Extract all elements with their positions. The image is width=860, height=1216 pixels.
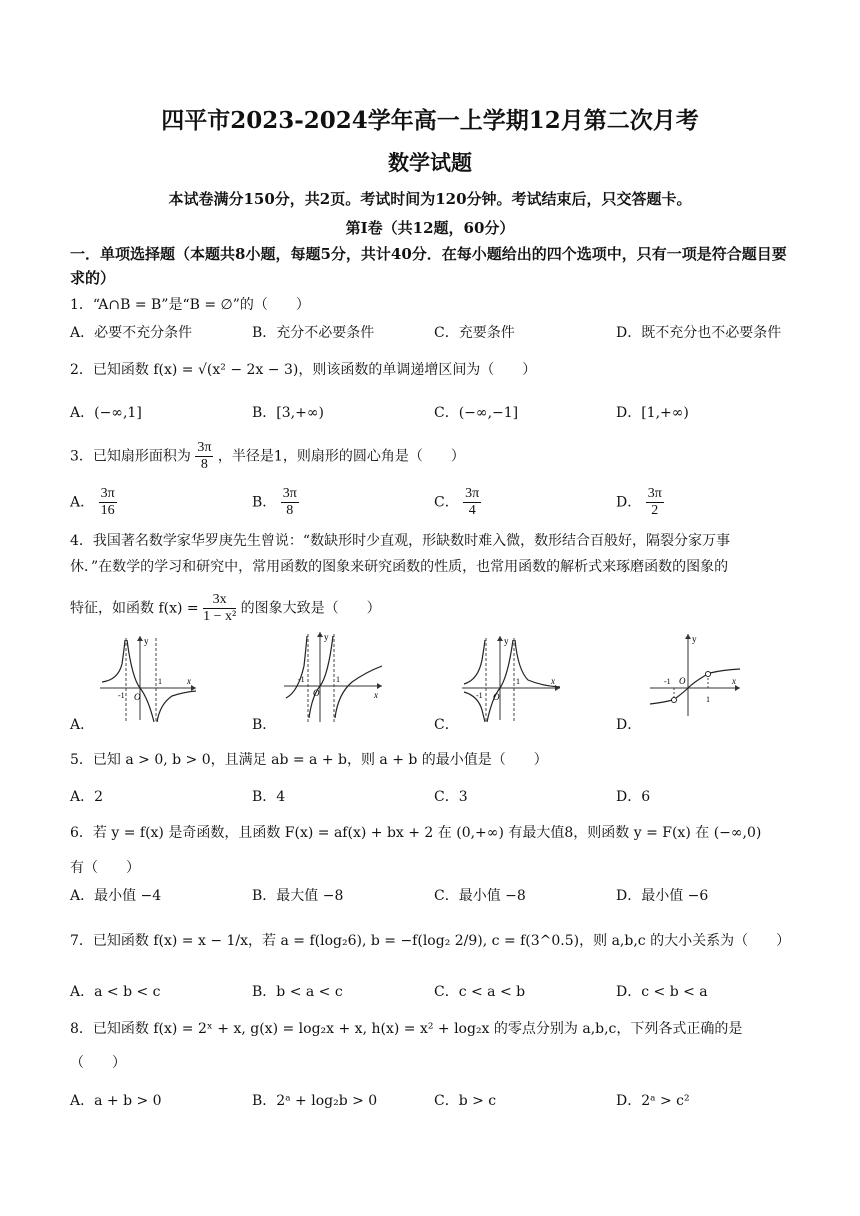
question-3-stem-start: 3．已知扇形面积为 <box>70 448 191 465</box>
section-heading: 一．单项选择题（本题共8小题，每题5分，共计40分．在每小题给出的四个选项中，只有一项是符合题目要求的） <box>70 245 787 287</box>
graph-d-neg1: -1 <box>664 677 671 686</box>
graph-b-pos1: 1 <box>336 675 340 684</box>
question-3-fraction <box>195 440 213 473</box>
graph-a-y-label: y <box>144 636 149 646</box>
question-6-option-a: A．最小值 −4 <box>70 888 162 904</box>
exam-subtitle: 数学试题 <box>388 150 472 175</box>
graph-c-neg1: -1 <box>476 691 483 700</box>
exam-note: 本试卷满分150分，共2页。考试时间为120分钟。考试结束后，只交答题卡。 <box>168 190 692 208</box>
option-letter: D． <box>616 494 642 511</box>
question-3-option-b <box>252 486 299 519</box>
frac-den: 4 <box>468 503 476 518</box>
question-6-stem-line2: 有（ ） <box>70 860 140 876</box>
frac-num: 3π <box>100 486 115 501</box>
graph-d-pos1: 1 <box>706 695 710 704</box>
question-3-option-a <box>70 486 117 519</box>
graph-b-neg1: -1 <box>298 675 305 684</box>
graph-a-origin: O <box>134 692 141 702</box>
exam-title: 四平市2023-2024学年高一上学期12月第二次月考 <box>161 107 699 134</box>
question-3-stem-end: ，半径是1，则扇形的圆心角是（ ） <box>217 448 465 465</box>
graph-c-pos1: 1 <box>516 677 520 686</box>
question-1-stem: 1．“A∩B = B”是“B = ∅”的（ ） <box>70 297 310 313</box>
question-7-stem: 7．已知函数 f(x) = x − 1/x，若 a = f(log₂6), b = −f(log₂ 2/9), c = f(3^0.5)，则 a,b,c 的大小关系为（ ） <box>70 933 791 949</box>
question-1-option-c: C．充要条件 <box>434 325 515 341</box>
graph-d-x-label: x <box>732 676 736 686</box>
question-4-stem-line3 <box>70 592 800 625</box>
question-8-option-a: A．a + b > 0 <box>70 1093 162 1109</box>
question-5-option-d: D．6 <box>616 789 651 805</box>
question-5-stem: 5．已知 a > 0, b > 0，且满足 ab = a + b，则 a + b 的最小值是（ ） <box>70 752 548 768</box>
question-7-option-a: A．a < b < c <box>70 984 161 1000</box>
question-3-option-c <box>434 486 481 519</box>
graph-c-origin: O <box>493 692 500 702</box>
graph-a-neg1: -1 <box>118 691 125 700</box>
question-4-stem-start: 特征，如函数 f(x) = <box>70 600 199 617</box>
graph-b-origin: O <box>313 688 320 698</box>
question-4-graph-d <box>646 630 746 720</box>
graph-a-pos1: 1 <box>158 677 162 686</box>
option-fraction <box>281 486 299 519</box>
question-1-option-b: B．充分不必要条件 <box>252 325 375 341</box>
question-6-option-d: D．最小值 −6 <box>616 888 709 904</box>
frac-den: 8 <box>286 503 294 518</box>
question-7-option-d: D．c < b < a <box>616 984 708 1000</box>
option-fraction <box>463 486 481 519</box>
graph-b-y-label: y <box>324 632 329 642</box>
option-letter: A． <box>70 494 95 511</box>
question-2-option-c: C．(−∞,−1] <box>434 405 519 421</box>
question-6-stem-line1: 6．若 y = f(x) 是奇函数，且函数 F(x) = af(x) + bx + 2 在 (0,+∞) 有最大值8，则函数 y = F(x) 在 (−∞,0) <box>70 825 762 841</box>
question-4-frac-den: 1 − x² <box>203 609 237 624</box>
graph-d-origin: O <box>679 676 686 686</box>
question-5-option-c: C．3 <box>434 789 468 805</box>
question-1-option-d: D．既不充分也不必要条件 <box>616 325 782 341</box>
frac-den: 16 <box>100 503 115 518</box>
option-letter: B． <box>252 494 277 511</box>
question-4-stem-end: 的图象大致是（ ） <box>240 600 381 617</box>
question-4-graph-a <box>92 630 202 726</box>
graph-c-x-label: x <box>551 676 555 686</box>
question-6-option-b: B．最大值 −8 <box>252 888 344 904</box>
question-4-fraction <box>203 592 236 625</box>
question-8-stem-line1: 8．已知函数 f(x) = 2ˣ + x, g(x) = log₂x + x, h(x) = x² + log₂x 的零点分别为 a,b,c，下列各式正确的是 <box>70 1021 743 1037</box>
volume-heading: 第Ⅰ卷（共12题，60分） <box>345 219 515 237</box>
question-5-option-a: A．2 <box>70 789 104 805</box>
frac-num: 3π <box>465 486 480 501</box>
question-4-frac-num: 3x <box>203 592 236 609</box>
question-2-option-b: B．[3,+∞) <box>252 405 324 421</box>
question-4-graph-c <box>456 630 566 726</box>
option-fraction <box>99 486 117 519</box>
frac-num: 3π <box>647 486 662 501</box>
question-1-option-a: A．必要不充分条件 <box>70 325 193 341</box>
question-8-option-b: B．2ᵃ + log₂b > 0 <box>252 1093 378 1109</box>
question-6-option-c: C．最小值 −8 <box>434 888 526 904</box>
graph-d-y-label: y <box>692 634 697 644</box>
graph-c-y-label: y <box>504 636 509 646</box>
question-3-frac-num: 3π <box>197 440 212 455</box>
frac-den: 2 <box>651 503 659 518</box>
question-2-option-d: D．[1,+∞) <box>616 405 689 421</box>
graph-b-x-label: x <box>374 690 378 700</box>
question-3-stem <box>70 440 800 473</box>
question-8-stem-line2: （ ） <box>70 1055 126 1071</box>
question-4-stem-line1: 4．我国著名数学家华罗庚先生曾说：“数缺形时少直观，形缺数时难入微，数形结合百般好，隔裂分家万事 <box>70 533 731 549</box>
question-4-option-b: B． <box>252 717 277 733</box>
question-4-graph-b <box>278 626 388 726</box>
frac-num: 3π <box>282 486 297 501</box>
graph-a-x-label: x <box>187 676 191 686</box>
option-fraction <box>646 486 664 519</box>
question-4-option-d: D． <box>616 717 642 733</box>
question-7-option-b: B．b < a < c <box>252 984 343 1000</box>
question-7-option-c: C．c < a < b <box>434 984 526 1000</box>
question-4-option-c: C． <box>434 717 459 733</box>
question-3-option-d <box>616 486 664 519</box>
question-2-stem: 2．已知函数 f(x) = √(x² − 2x − 3)，则该函数的单调递增区间为（ ） <box>70 362 537 378</box>
question-3-frac-den: 8 <box>200 457 208 472</box>
question-4-option-a: A． <box>70 717 95 733</box>
option-letter: C． <box>434 494 459 511</box>
question-8-option-d: D．2ᵃ > c² <box>616 1093 690 1109</box>
question-8-option-c: C．b > c <box>434 1093 497 1109</box>
question-5-option-b: B．4 <box>252 789 286 805</box>
question-4-stem-line2: 休．”在数学的学习和研究中，常用函数的图象来研究函数的性质，也常用函数的解析式来琢磨函数的图象的 <box>70 559 729 575</box>
question-2-option-a: A．(−∞,1] <box>70 405 142 421</box>
